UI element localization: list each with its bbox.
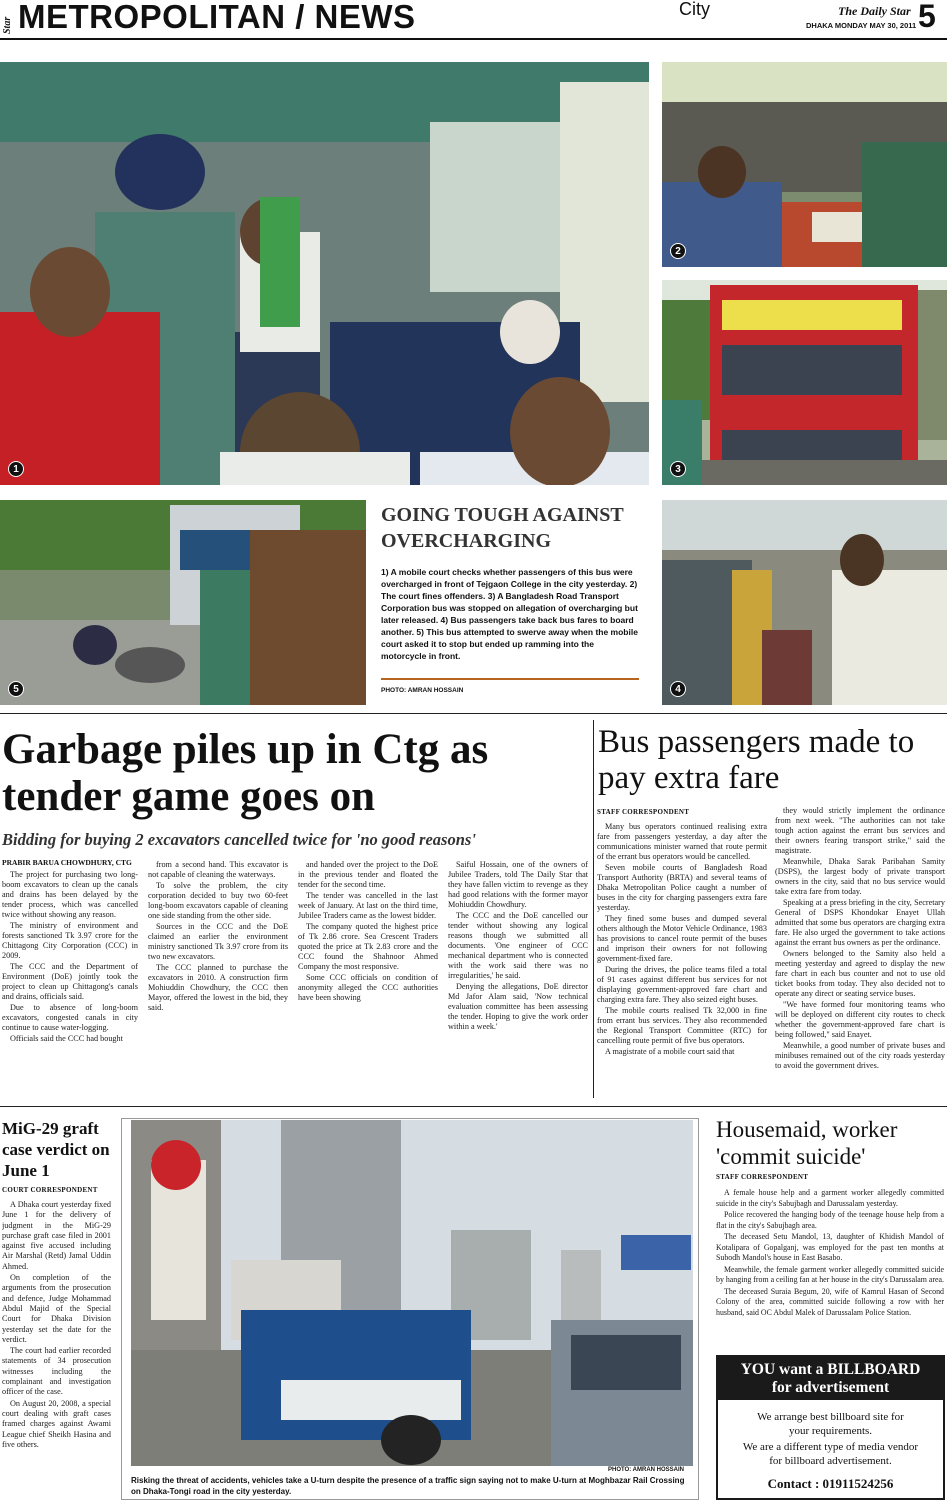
photo-feature-headline: GOING TOUGH AGAINST OVERCHARGING (381, 504, 624, 552)
city-label: City (679, 0, 710, 19)
photo-number-1: 1 (8, 461, 24, 477)
bus-col2-para: "We have formed four monitoring teams who will be deployed on different city routes to check whether the government-approved fare chart is being followed," said Enayet. (775, 1000, 945, 1039)
garbage-col-3 (298, 860, 438, 1094)
star-mark: Star (2, 16, 13, 34)
garbage-col-2 (148, 860, 288, 1094)
housemaid-para: Police recovered the hanging body of the teenage house help from a flat in the city's Sabujbagh area. (716, 1210, 944, 1230)
garbage-col4-para: The CCC and the DoE cancelled our tender without showing any logical reasons though we submitted all documents. 'One engineer of CCC mechanical department who is connected with the work said there was no irregularities,' he said. (448, 911, 588, 980)
bus-byline: STAFF CORRESPONDENT (597, 808, 690, 816)
page-number: 5 (918, 0, 936, 34)
housemaid-headline: Housemaid, worker 'commit suicide' (716, 1117, 898, 1169)
bus-col1-para: The mobile courts realised Tk 32,000 in fine from errant bus services. They also recommended the Regional Transport Committee (RTC) for cancelling route permit of five bus operators. (597, 1006, 767, 1045)
bus-col1-para: Seven mobile courts of Bangladesh Road Transport Authority (BRTA) and several teams of Dhaka Metropolitan Police caught a number of buses in the city for charging passengers extra fare yesterday. (597, 863, 767, 912)
caption-rule (381, 678, 639, 680)
mig-para: On August 20, 2008, a special court dealing with graft cases framed charges against Awami League chief Sheikh Hasina and five others. (2, 1398, 111, 1449)
photo-feature-box (381, 500, 639, 705)
photo-feature-caption: 1) A mobile court checks whether passengers of this bus were overcharged in front of Tejgaon College in the city yesterday. 2) The court fines offenders. 3) A Bangladesh Road Transport Corporation bus was stopped on allegation of overcharging but later released. 4) Bus passengers take back bus fares to board another. 5) This bus attempted to swerve away when the mobile court asked it to stop but ended up ramming into the motorcycle in front. (381, 567, 638, 661)
housemaid-para: The deceased Suraia Begum, 20, wife of Kamrul Hasan of Second Colony of the area, committed suicide following a row with her husband, said OC Abdul Malek of Darussalam Police Station. (716, 1286, 944, 1317)
bus-col2-para: Meanwhile, a good number of private buses and minibuses remained out of the city roads yesterday to avoid the government drives. (775, 1041, 945, 1070)
garbage-col1-para: The project for purchasing two long-boom excavators to clean up the canals and drains has been delayed by the tender process, which was cancelled twice without showing any reason. (2, 870, 138, 919)
photo-passengers-refund (662, 500, 947, 705)
ad-line-2: We are a different type of media vendor for billboard advertisement. (742, 1441, 919, 1467)
garbage-col3-para: The tender was cancelled in the last week of January. At last on the third time, Jubilee Traders came as the lowest bidder. (298, 891, 438, 920)
garbage-col1-para: Officials said the CCC had bought (10, 1034, 123, 1043)
photo-number-3: 3 (670, 461, 686, 477)
section-title: METROPOLITAN / NEWS (18, 0, 416, 35)
garbage-col1-para: The ministry of environment and forests sanctioned Tk 3.97 crore for the Chittagong City Corporation (CCC) in 2009. (2, 921, 138, 960)
bus-col1-para: During the drives, the police teams filed a total of 91 cases against different bus services for not displaying government-approved fare chart and charging extra fare. They also seized eight buses. (597, 965, 767, 1004)
housemaid-para: A female house help and a garment worker allegedly committed suicide in the city's Sabujbagh and Darussalam yesterday. (716, 1188, 944, 1208)
bus-col2-para: Meanwhile, Dhaka Sarak Paribahan Samity (DSPS), the largest body of private transport owners in the city, said that no bus service would take extra fare from today. (775, 857, 945, 896)
photo-court-fines (662, 62, 947, 267)
garbage-deck: Bidding for buying 2 excavators cancelled twice for 'no good reasons' (2, 830, 476, 849)
garbage-col-4 (448, 860, 588, 1094)
photo-uturn-traffic (131, 1120, 693, 1466)
mig-headline: MiG-29 graft case verdict on June 1 (2, 1119, 110, 1180)
garbage-col2-para: from a second hand. This excavator is not capable of cleaning the waterways. (148, 860, 288, 879)
garbage-col3-para: and handed over the project to the DoE in the previous tender and floated the tender for the second time. (298, 860, 438, 889)
bus-col-2 (775, 806, 945, 1098)
housemaid-para: Meanwhile, the female garment worker allegedly committed suicide by hanging from a ceiling fan at her house in the city's Darussalam area. (716, 1264, 944, 1284)
bus-col-1 (597, 822, 767, 1098)
ad-header (718, 1357, 943, 1400)
bus-col1-para: A magistrate of a mobile court said that (605, 1047, 735, 1056)
photo-number-2: 2 (670, 243, 686, 259)
ad-title-1: YOU want a BILLBOARD (740, 1361, 921, 1378)
garbage-headline: Garbage piles up in Ctg as tender game goes on (2, 726, 489, 820)
photo-bus-interior (0, 62, 649, 485)
garbage-col1-para: The CCC and the Department of Environment (DoE) jointly took the project to clean up Chittagong's canals and drains, officials said. (2, 962, 138, 1001)
garbage-col1-para: Due to absence of long-boom excavators, congested canals in city continue to cause water-logging. (2, 1003, 138, 1032)
paper-name: The Daily Star (838, 4, 911, 18)
photo-motorcycle-crash (0, 500, 366, 705)
garbage-col3-para: Some CCC officials on condition of anonymity alleged the CCC authorities have been showing (298, 973, 438, 1002)
photo-feature-credit: PHOTO: AMRAN HOSSAIN (381, 687, 464, 694)
mig-para: On completion of the arguments from the prosecution and defence, Judge Mohammad Abdul Majid of the Special Court for Dhaka Division yesterday set the date for the verdict. (2, 1273, 111, 1344)
mig-body (2, 1200, 111, 1500)
billboard-ad (716, 1355, 945, 1500)
housemaid-byline: STAFF CORRESPONDENT (716, 1173, 809, 1181)
divider-top (0, 713, 947, 714)
bus-col1-para: Many bus operators continued realising extra fare from passengers yesterday, a day after the communications minister warned that route permit of the errant bus operators would be cancelled. (597, 822, 767, 861)
garbage-col-1 (2, 870, 138, 1094)
garbage-col4-para: Saiful Hossain, one of the owners of Jubilee Traders, told The Daily Star that they have fallen victim to revenge as they had good relations with the former mayor Mohiuddin Chowdhury. (448, 860, 588, 909)
ad-line-1: We arrange best billboard site for your requirements. (757, 1411, 904, 1437)
photo-number-4: 4 (670, 681, 686, 697)
photo-brtc-bus (662, 280, 947, 485)
uturn-photo-caption: Risking the threat of accidents, vehicles take a U-turn despite the presence of a traffic sign saying not to make U-turn at Moghbazar Rail Crossing on Dhaka-Tongi road in the city yesterday. (131, 1476, 685, 1496)
photo-number-5: 5 (8, 681, 24, 697)
mig-para: A Dhaka court yesterday fixed June 1 for the delivery of judgment in the MiG-29 purchase graft case filed in 2001 against five accused including Air Marshal (Retd) Jamal Uddin Ahmed. (2, 1200, 111, 1271)
uturn-photo-credit: PHOTO: AMRAN HOSSAIN (608, 1467, 685, 1473)
garbage-col3-para: The company quoted the highest price of Tk 2.86 crore. Sea Crescent Traders quoted the price at Tk 2.83 crore and the CCC found the Shahnoor Ahmed Company the most responsive. (298, 922, 438, 971)
bus-headline: Bus passengers made to pay extra fare (598, 724, 915, 796)
garbage-col2-para: Sources in the CCC and the DoE claimed an earlier the environment ministry sanctioned Tk 3.97 crore from its two new excavators. (148, 922, 288, 961)
housemaid-para: The deceased Setu Mandol, 13, daughter of Khidish Mandol of Kotalipara of Gopalganj, was employed for the past ten months at Subodh Mandol's house in East Basabo. (716, 1232, 944, 1262)
bus-col1-para: They fined some buses and dumped several others although the Motor Vehicle Ordinance, 1983 has provisions to cancel route permit of the buses and imprison their owners for not following government-fixed fare. (597, 914, 767, 963)
garbage-byline: PRABIR BARUA CHOWDHURY, CTG (2, 858, 132, 867)
bus-col2-para: Owners belonged to the Samity also held a meeting yesterday and agreed to display the new fare chart in each bus counter and not to use old ticket books from today. They also decided not to operate any direct or seating service buses. (775, 949, 945, 998)
garbage-col2-para: The CCC planned to purchase the excavators in 2010. A construction firm Mohiuddin Chowdhury, the CCC then Mayor, offered the lowest in the bid, they said. (148, 963, 288, 1012)
mig-para: The court had earlier recorded statements of 34 prosecution witnesses including the complainant and investigation officer of the case. (2, 1346, 111, 1397)
garbage-col2-para: To solve the problem, the city corporation decided to buy two 60-feet long-boom excavators capable of cleaning one side standing from the other side. (148, 881, 288, 920)
divider-vertical-mid (593, 720, 594, 1098)
dateline: DHAKA MONDAY MAY 30, 2011 (806, 21, 917, 30)
mig-byline: COURT CORRESPONDENT (2, 1186, 98, 1194)
masthead (0, 0, 947, 40)
ad-contact: Contact : 01911524256 (767, 1476, 894, 1491)
garbage-col4-para: Denying the allegations, DoE director Md Jafor Alam said, 'Now technical evaluation committee has been assessing the tender. Hoping to give the work order within a week.' (448, 982, 588, 1031)
bus-col2-para: Speaking at a press briefing in the city, Secretary General of DSPS Khondokar Enayet Ullah admitted that some bus operators are charging extra fare. He also urged the government to take actions against the errant bus owners as per the ordinance. (775, 898, 945, 947)
ad-title-2: for advertisement (771, 1379, 890, 1396)
divider-lower (0, 1106, 947, 1107)
bus-col2-para: they would strictly implement the ordinance from next week. "The authorities can not take tough action against the errant bus services and their owners fearing transport strike," said the magistrate. (775, 806, 945, 855)
housemaid-body (716, 1188, 944, 1344)
